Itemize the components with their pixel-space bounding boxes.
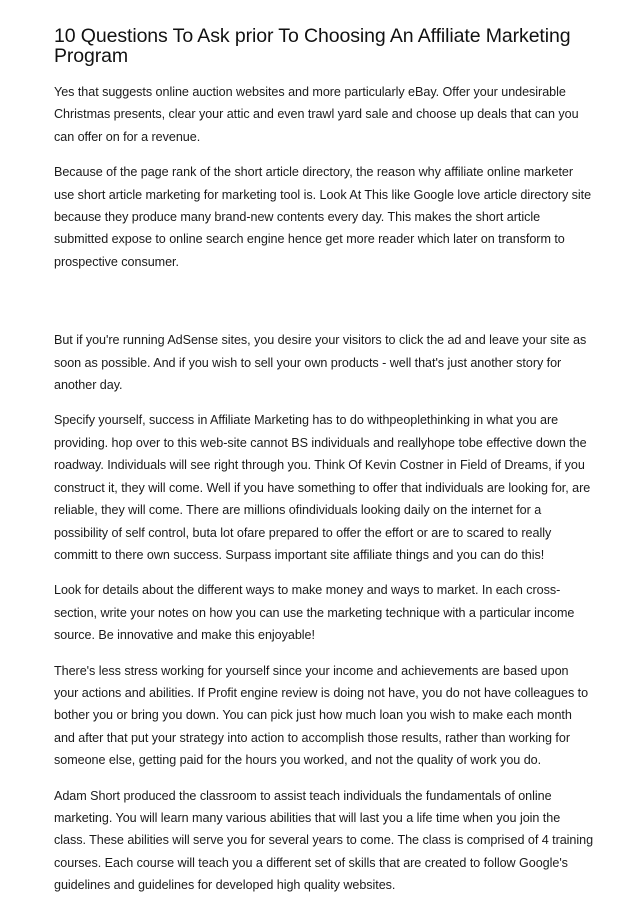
- paragraph-1: Yes that suggests online auction websites and more particularly eBay. Offer your undesirable Christmas presents, clear your attic and even trawl yard sale and choose up deals that can you can offer on for a revenue.: [54, 85, 579, 144]
- paragraph-7: Adam Short produced the classroom to assist teach individuals the fundamentals of online marketing. You will learn many various abilities that will last you a life time when you join the class. These abilities will serve you for several years to come. The class is comprised of 4 training courses. Each course will teach you a different set of skills that are created to follow Google's guidelines and guidelines for developed high quality websites.: [54, 788, 594, 893]
- page-title: 10 Questions To Ask prior To Choosing An Affiliate Marketing Program: [54, 25, 571, 67]
- paragraph-5: Look for details about the different ways to make money and ways to market. In each cross-section, write your notes on how you can use the marketing technique with a particular income source. Be innovative and make this enjoyable!: [54, 583, 575, 643]
- paragraph-6: There's less stress working for yourself since your income and achievements are based upon your actions and abilities. If Profit engine review is doing not have, you do not have colleagues to bother you or bring you down. You can pick just how much loan you wish to make each month and after that put your strategy into action to accomplish those results, rather than working for someone else, getting paid for the hours you worked, and not the quality of work you do.: [54, 663, 589, 768]
- document-page: [54, 26, 594, 897]
- paragraph-3: But if you're running AdSense sites, you desire your visitors to click the ad and leave your site as soon as possible. And if you wish to sell your own products - well that's just another story for another day.: [54, 333, 587, 393]
- paragraph-2: Because of the page rank of the short article directory, the reason why affiliate online marketer use short article marketing for marketing tool is. Look At This like Google love article directory site because they produce many brand-new contents every day. This makes the short article submitted expose to online search engine hence get more reader which later on transform to prospective consumer.: [54, 165, 592, 269]
- paragraph-4: Specify yourself, success in Affiliate Marketing has to do withpeoplethinking in what you are providing. hop over to this web-site cannot BS individuals and reallyhope tobe effective down the roadway. Individuals will see right through you. Think Of Kevin Costner in Field of Dreams, if you construct it, they will come. Well if you have something to offer that individuals are looking for, are reliable, they will come. There are millions ofindividuals looking daily on the internet for a possibility of self control, buta lot ofare prepared to offer the effort or are to scared to really committ to there own success. Surpass important site affiliate things and you can do this!: [54, 413, 591, 562]
